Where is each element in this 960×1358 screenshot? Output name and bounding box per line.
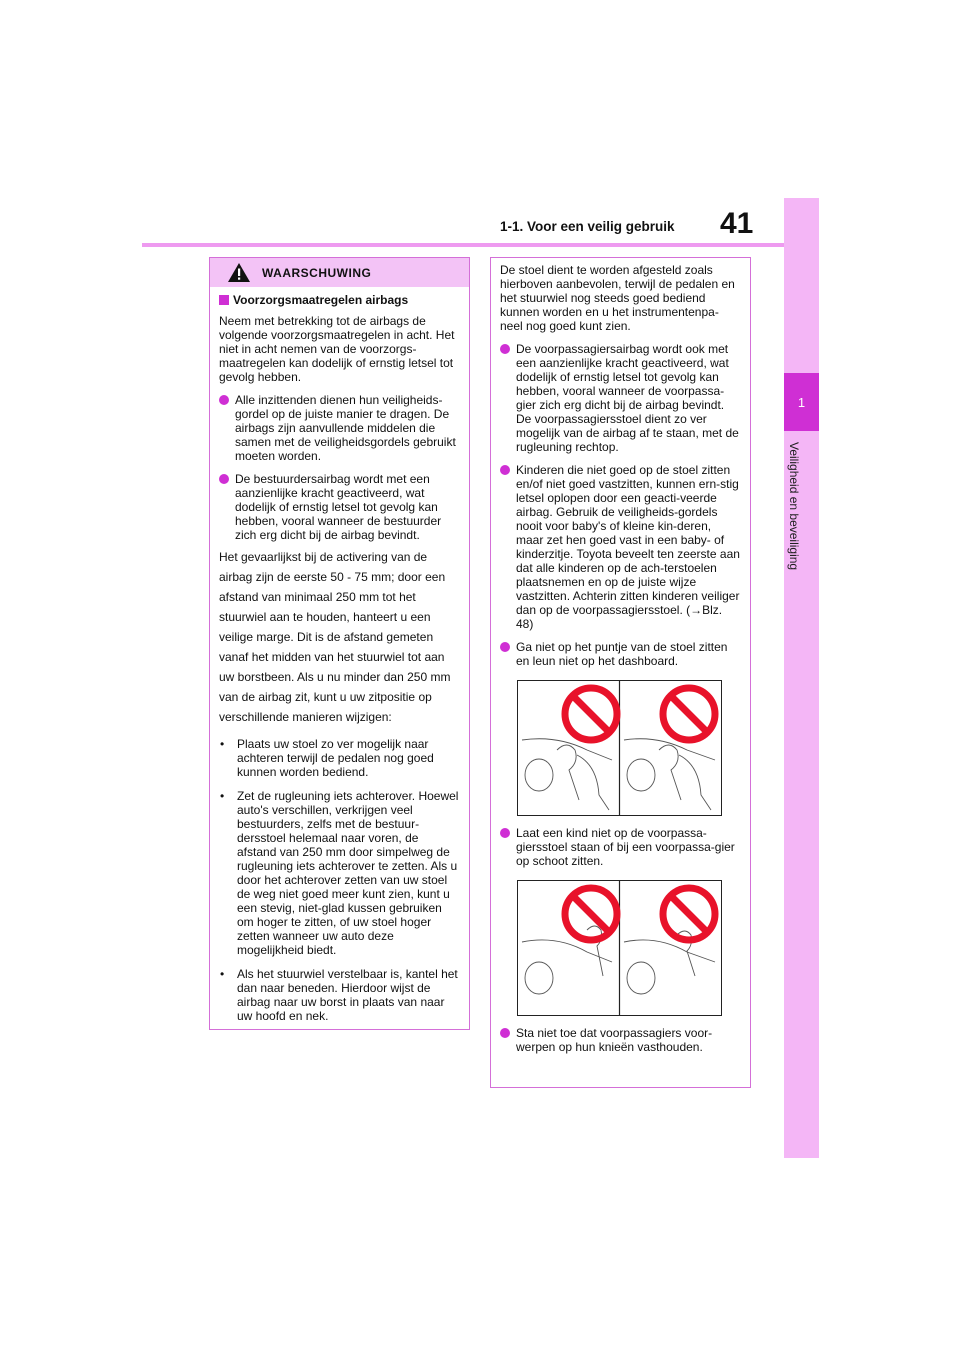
dash-mark: • xyxy=(220,789,225,803)
warning-title: WAARSCHUWING xyxy=(262,265,372,280)
distance-paragraph: Het gevaarlijkst bij de activering van de airbag zijn de eerste 50 - 75 mm; door een afstand van minimaal 250 mm tot het stuurwiel aan te houden, hanteert u een veilige marge. Dit is de afstand gemeten vanaf het midden van het stuurwiel tot aan uw borstbeen. Als u nu minder dan 250 mm van de airbag zit, kunt u uw zitpositie op verschillende manieren wijzigen: xyxy=(219,550,451,724)
bullet-dot-icon xyxy=(500,828,510,838)
list-item xyxy=(219,737,460,779)
heading-text: Voorzorgsmaatregelen airbags xyxy=(233,293,409,307)
chapter-side-tab xyxy=(784,198,819,1158)
bullet-text: Laat een kind niet op de voorpassa-giersstoel staan of bij een voorpassa-gier op schoot zitten. xyxy=(516,826,735,868)
dash-text: Plaats uw stoel zo ver mogelijk naar achteren terwijl de pedalen nog goed kunnen worden bediend. xyxy=(237,737,434,779)
list-item xyxy=(500,826,741,868)
dash-mark: • xyxy=(220,967,225,981)
bullet-text: De voorpassagiersairbag wordt ook met een aanzienlijke kracht geactiveerd, wat dodelijk of ernstig letsel tot gevolg kan hebben, vooral wanneer de voorpassa-gier zich erg dicht bij de airbag bevindt. De voorpassagiersstoel dient zo ver mogelijk van de airbag af te staan, met de rugleuning rechtop. xyxy=(516,342,739,454)
page-number: 41 xyxy=(720,207,754,240)
illustration-child xyxy=(517,880,722,1016)
warning-box xyxy=(209,257,470,1030)
bullet-dot-icon xyxy=(219,474,229,484)
list-item xyxy=(219,472,460,542)
square-bullet-icon xyxy=(219,295,229,305)
list-item xyxy=(500,1026,741,1054)
bullet-dot-icon xyxy=(500,465,510,475)
list-item xyxy=(500,463,741,631)
dash-text: Als het stuurwiel verstelbaar is, kantel het dan naar beneden. Hierdoor wijst de airbag naar uw borst in plaats van naar uw hoofd en nek. xyxy=(237,967,458,1023)
list-item xyxy=(219,967,460,1023)
bullet-text: Ga niet op het puntje van de stoel zitten en leun niet op het dashboard. xyxy=(516,640,728,668)
warning-header xyxy=(210,258,469,287)
bullet-text: Kinderen die niet goed op de stoel zitten en/of niet goed vastzitten, kunnen ern-stig letsel oplopen door een geacti-veerde airbag. Gebruik de veiligheids-gordels nooit voor baby's of kleine kin-deren, maar zet hen goed vast in een baby- of kinderzitje. Toyota beveelt ten zeerste aan dat alle kinderen op de ach-terstoelen plaatsnemen en op de juiste wijze vastzitten. Achterin zitten kinderen veiliger dan op de voorpassagiersstoel. (→Blz. 48) xyxy=(516,463,740,631)
illustration-leaning xyxy=(517,680,722,816)
chapter-title: Veiligheid en beveiliging xyxy=(787,442,801,571)
list-item xyxy=(219,789,460,957)
bullet-dot-icon xyxy=(500,344,510,354)
list-item xyxy=(500,640,741,668)
continued-warning-box xyxy=(490,257,751,1088)
bullet-dot-icon xyxy=(219,395,229,405)
header-rule xyxy=(142,243,784,247)
chapter-number: 1 xyxy=(784,373,819,431)
bullet-text: Sta niet toe dat voorpassagiers voor-werpen op hun knieën vasthouden. xyxy=(516,1026,713,1054)
dash-mark: • xyxy=(220,737,225,751)
airbag-precautions-heading xyxy=(219,293,460,307)
list-item xyxy=(219,393,460,463)
list-item xyxy=(500,342,741,454)
intro-text: Neem met betrekking tot de airbags de volgende voorzorgsmaatregelen in acht. Het niet in acht nemen van de voorzorgs-maatregelen kan dodelijk of ernstig letsel tot gevolg hebben. xyxy=(219,314,455,384)
bullet-text: Alle inzittenden dienen hun veiligheids-gordel op de juiste manier te dragen. De airbags zijn aanvullende middelen die samen met de veiligheidsgordels gebruikt moeten worden. xyxy=(235,393,456,463)
dash-text: Zet de rugleuning iets achterover. Hoewel auto's verschillen, verkrijgen veel bestuurders, zelfs met de bestuur-dersstoel helemaal naar voren, de afstand van 250 mm door simpelweg de rugleuning iets achterover te zetten. Als u door het achterover zetten van uw stoel de weg niet goed meer kunt zien, kunt u een stevig, niet-glad kussen gebruiken om hoger te zitten, of uw stoel hoger zetten wanneer uw auto deze mogelijkheid biedt. xyxy=(237,789,459,957)
warning-triangle-icon xyxy=(228,263,250,282)
seat-adjust-text: De stoel dient te worden afgesteld zoals hierboven aanbevolen, terwijl de pedalen en het stuurwiel nog steeds goed bediend kunnen worden en u het instrumentenpa-neel nog goed kunt zien. xyxy=(500,263,735,333)
bullet-dot-icon xyxy=(500,642,510,652)
bullet-text: De bestuurdersairbag wordt met een aanzienlijke kracht geactiveerd, wat dodelijk of ernstig letsel tot gevolg kan hebben, vooral wanneer de bestuurder zich erg dicht bij de airbag bevindt. xyxy=(235,472,442,542)
bullet-dot-icon xyxy=(500,1028,510,1038)
section-title: 1-1. Voor een veilig gebruik xyxy=(500,219,675,234)
